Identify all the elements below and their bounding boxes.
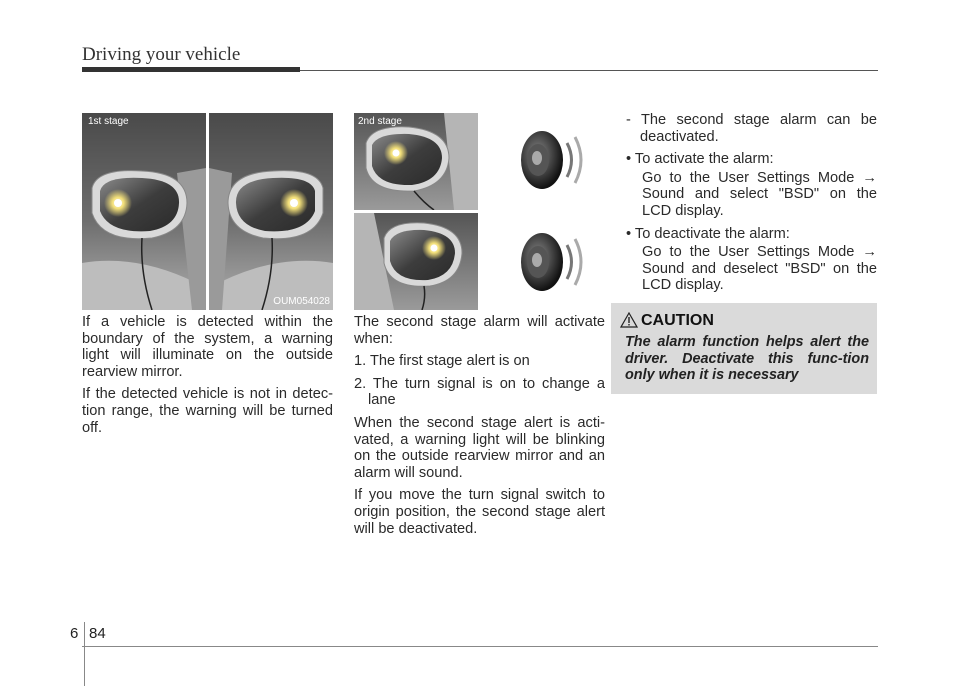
figure-label: 2nd stage (358, 116, 402, 127)
paragraph: The second stage alarm will activate when: (354, 314, 605, 347)
caution-box (611, 303, 877, 394)
figure-code: OUM054029 (545, 296, 602, 307)
figure-second-stage (354, 113, 605, 310)
caution-title: CAUTION (641, 312, 714, 329)
bullet-item-body: Go to the User Settings Mode → Sound and deselect "BSD" on the LCD display. (642, 244, 877, 294)
header-rule-accent (82, 67, 300, 72)
figure-first-stage (82, 113, 333, 310)
page-number: 84 (89, 625, 106, 642)
list-item: 1. The first stage alert is on (354, 353, 530, 370)
figure-code: OUM054028 (273, 296, 330, 307)
bullet-item-body: Go to the User Settings Mode → Sound and select "BSD" on the LCD display. (642, 169, 877, 219)
paragraph: If you move the turn signal switch to origin position, the second stage alert will be deactivated. (354, 487, 605, 537)
paragraph: If the detected vehicle is not in detec-tion range, the warning will be turned off. (82, 386, 333, 436)
bullet-item-title: • To activate the alarm: (626, 151, 774, 168)
list-item: 2. The turn signal is on to change a lane (354, 375, 605, 409)
footer-rule (82, 646, 878, 647)
chapter-number: 6 (70, 625, 79, 642)
paragraph: If a vehicle is detected within the boundary of the system, a warning light will illuminate on the outside rearview mirror. (82, 314, 333, 380)
column-3 (626, 112, 877, 300)
bullet-item-title: • To deactivate the alarm: (626, 225, 790, 242)
figure-label: 1st stage (88, 116, 129, 127)
warning-triangle-icon (620, 312, 638, 328)
caution-body: The alarm function helps alert the driver. Deactivate this func-tion only when it is necessary (625, 334, 869, 383)
footer-divider (84, 622, 85, 686)
running-header: Driving your vehicle (82, 44, 241, 65)
column-2 (354, 314, 605, 543)
column-1 (82, 314, 333, 442)
paragraph: When the second stage alert is acti-vated, a warning light will be blinking on the outside rearview mirror and an alarm will sound. (354, 414, 605, 481)
mirror-illustration-first-stage (82, 113, 333, 310)
mirror-speaker-illustration-second-stage (354, 113, 605, 310)
list-item: - The second stage alarm can be deactivated. (626, 112, 877, 145)
